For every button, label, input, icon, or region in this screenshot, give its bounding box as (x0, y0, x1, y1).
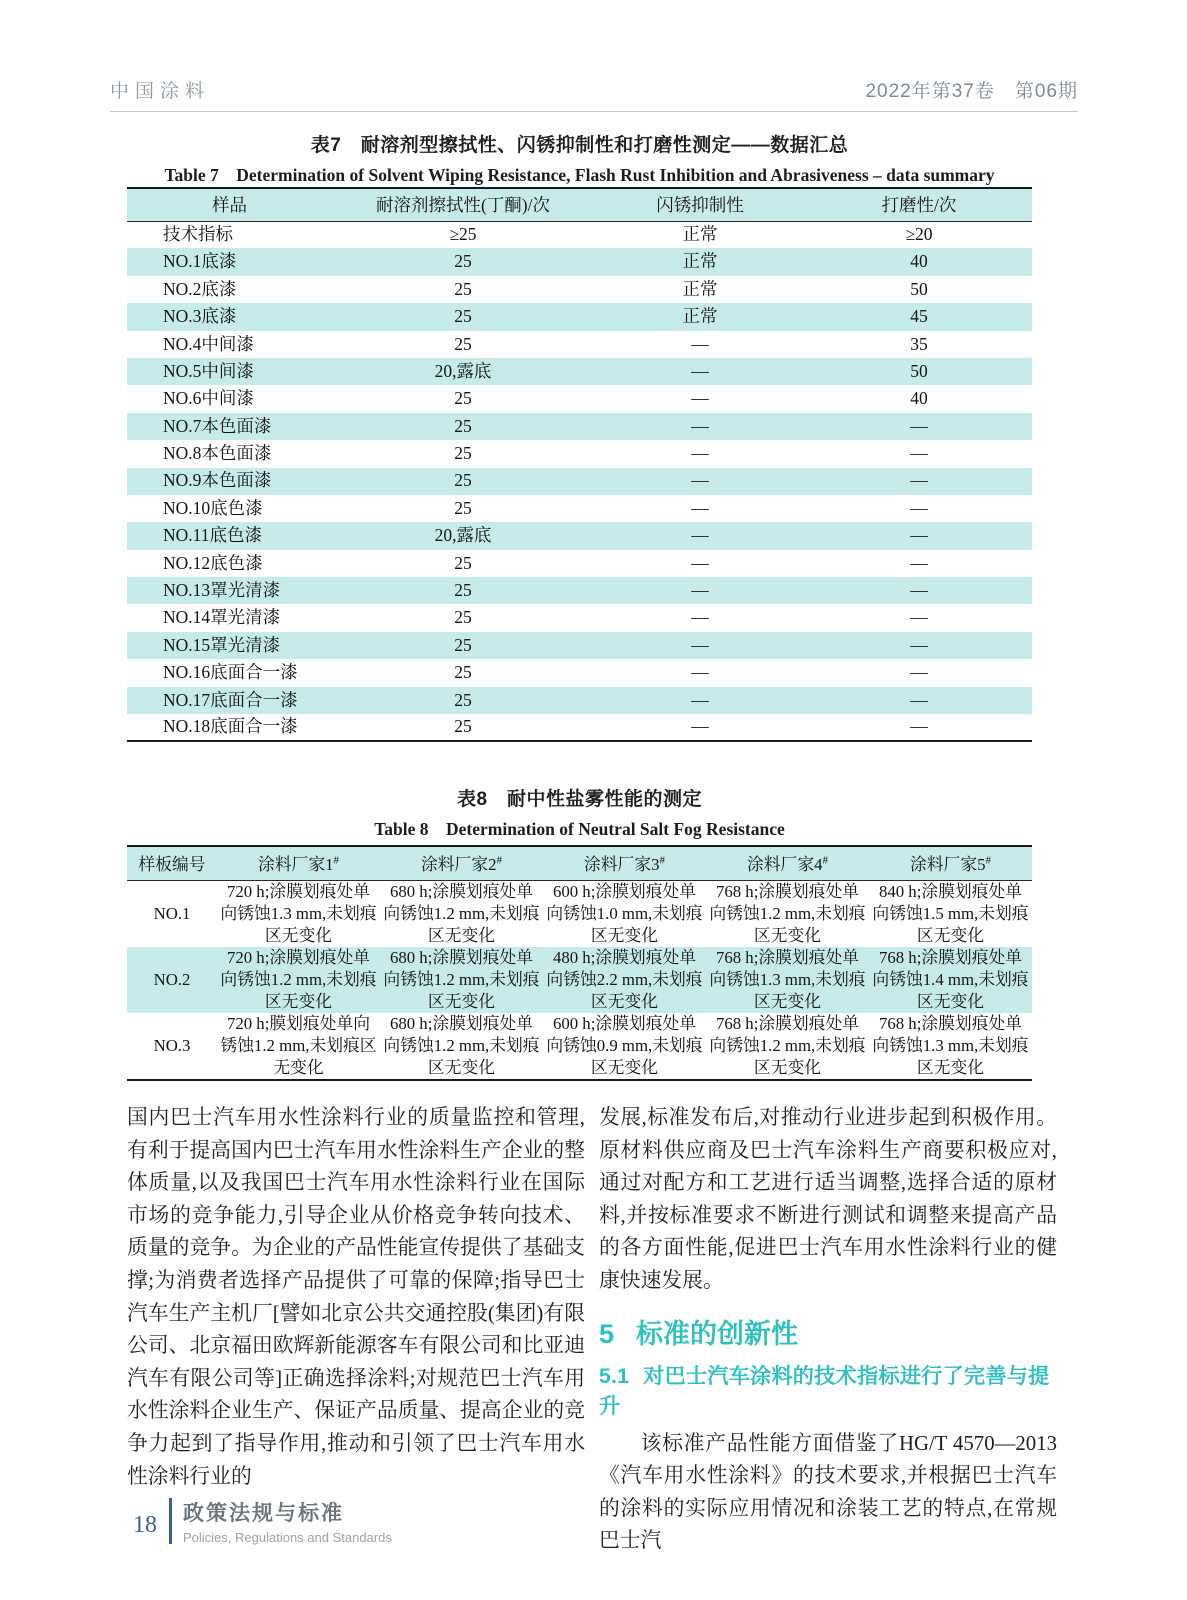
table8 (127, 845, 1032, 1081)
flash-rust-cell: — (691, 662, 709, 683)
abrasiveness-cell: — (910, 634, 928, 655)
solvent-wipe-cell: 25 (454, 580, 472, 601)
superscript-hash: # (822, 854, 829, 867)
table7-caption-zh: 表7 耐溶剂型擦拭性、闪锈抑制性和打磨性测定——数据汇总 (310, 135, 849, 156)
table8-caption (127, 784, 1032, 841)
salt-fog-result-cell: 840 h;涂膜划痕处单向锈蚀1.5 mm,未划痕区无变化 (872, 881, 1029, 945)
sample-name-cell: NO.14罩光清漆 (163, 607, 281, 628)
abrasiveness-cell: 40 (910, 388, 928, 409)
abrasiveness-cell: — (910, 716, 928, 737)
footer-section-zh: 政策法规与标准 (183, 1502, 344, 1525)
sample-name-cell: NO.2底漆 (163, 278, 237, 299)
table7-row (127, 495, 1032, 522)
sample-name-cell: NO.16底面合一漆 (163, 662, 298, 683)
flash-rust-cell: — (691, 388, 709, 409)
sample-name-cell: NO.13罩光清漆 (163, 580, 281, 601)
abrasiveness-cell: — (910, 497, 928, 518)
superscript-hash: # (496, 854, 503, 867)
running-head (110, 76, 1078, 112)
sample-name-cell: NO.11底色漆 (163, 525, 263, 546)
sample-name-cell: NO.5中间漆 (163, 360, 254, 381)
salt-fog-result-cell: 680 h;涂膜划痕处单向锈蚀1.2 mm,未划痕区无变化 (383, 1013, 540, 1077)
flash-rust-cell: — (691, 443, 709, 464)
table8-header-row (127, 846, 1032, 880)
table7 (127, 187, 1032, 742)
abrasiveness-cell: — (910, 689, 928, 710)
salt-fog-result-cell: 768 h;涂膜划痕处单向锈蚀1.4 mm,未划痕区无变化 (872, 947, 1029, 1011)
flash-rust-cell: — (691, 716, 709, 737)
solvent-wipe-cell: 25 (454, 333, 472, 354)
table7-row (127, 550, 1032, 577)
solvent-wipe-cell: 25 (454, 251, 472, 272)
table7-row (127, 632, 1032, 659)
solvent-wipe-cell: 25 (454, 388, 472, 409)
solvent-wipe-cell: 25 (454, 662, 472, 683)
footer-section-en: Policies, Regulations and Standards (183, 1530, 392, 1545)
table7-row (127, 248, 1032, 275)
sample-name-cell: NO.9本色面漆 (163, 470, 272, 491)
abrasiveness-cell: — (910, 607, 928, 628)
section-heading-5-1 (599, 1362, 1057, 1422)
salt-fog-result-cell: 600 h;涂膜划痕处单向锈蚀1.0 mm,未划痕区无变化 (546, 881, 703, 945)
sample-name-cell: NO.4中间漆 (163, 333, 254, 354)
table7-row (127, 276, 1032, 303)
abrasiveness-cell: 40 (910, 251, 928, 272)
flash-rust-cell: — (691, 607, 709, 628)
abrasiveness-cell: 50 (910, 278, 928, 299)
abrasiveness-cell: 35 (910, 333, 928, 354)
sample-name-cell: NO.3底漆 (163, 306, 237, 327)
col-header-sample: 样品 (127, 188, 332, 221)
sample-name-cell: 技术指标 (163, 224, 233, 245)
body-paragraph: 国内巴士汽车用水性涂料行业的质量监控和管理,有利于提高国内巴士汽车用水性涂料生产企业的整体质量,以及我国巴士汽车用水性涂料行业在国际市场的竞争能力,引导企业从价格竞争转向技术、质量的竞争。为企业的产品性能宣传提供了基础支撑;为消费者选择产品提供了可靠的保障;指导巴士汽车生产主机厂[譬如北京公共交通控股(集团)有限公司、北京福田欧辉新能源客车有限公司和比亚迪汽车有限公司等]正确选择涂料;对规范巴士汽车用水性涂料企业生产、保证产品质量、提高企业的竞争力起到了指导作用,推动和引领了巴士汽车用水性涂料行业的 (127, 1106, 585, 1488)
journal-name: 中国涂料 (110, 81, 211, 102)
col-header-manufacturer-3 (543, 846, 706, 880)
panel-no-cell: NO.3 (153, 1035, 191, 1055)
table7-row (127, 440, 1032, 467)
solvent-wipe-cell: 25 (454, 689, 472, 710)
salt-fog-result-cell: 768 h;涂膜划痕处单向锈蚀1.2 mm,未划痕区无变化 (709, 881, 866, 945)
solvent-wipe-cell: 25 (454, 607, 472, 628)
abrasiveness-cell: — (910, 525, 928, 546)
section-title: 标准的创新性 (636, 1318, 799, 1349)
solvent-wipe-cell: ≥25 (449, 224, 477, 245)
table7-row (127, 604, 1032, 631)
solvent-wipe-cell: 25 (454, 470, 472, 491)
abrasiveness-cell: — (910, 552, 928, 573)
sample-name-cell: NO.12底色漆 (163, 552, 263, 573)
table8-row (127, 880, 1032, 947)
page-number: 18 (133, 1512, 157, 1538)
section-number: 5 (599, 1318, 615, 1349)
salt-fog-result-cell: 720 h;涂膜划痕处单向锈蚀1.3 mm,未划痕区无变化 (220, 881, 377, 945)
abrasiveness-cell: ≥20 (905, 224, 933, 245)
flash-rust-cell: — (691, 360, 709, 381)
table7-row (127, 468, 1032, 495)
table7-row (127, 331, 1032, 358)
sample-name-cell: NO.18底面合一漆 (163, 716, 298, 737)
solvent-wipe-cell: 25 (454, 552, 472, 573)
flash-rust-cell: — (691, 689, 709, 710)
sample-name-cell: NO.1底漆 (163, 251, 237, 272)
abrasiveness-cell: 45 (910, 306, 928, 327)
col-header-text: 涂料厂家4 (746, 855, 823, 875)
table8-caption-zh: 表8 耐中性盐雾性能的测定 (456, 789, 703, 810)
table7-row (127, 358, 1032, 385)
solvent-wipe-cell: 20,露底 (434, 360, 492, 381)
salt-fog-result-cell: 720 h;膜划痕处单向锈蚀1.2 mm,未划痕区无变化 (220, 1013, 377, 1077)
salt-fog-result-cell: 680 h;涂膜划痕处单向锈蚀1.2 mm,未划痕区无变化 (383, 881, 540, 945)
body-paragraph: 该标准产品性能方面借鉴了HG/T 4570—2013《汽车用水性涂料》的技术要求,并根据巴士汽车的涂料的实际应用情况和涂装工艺的特点,在常规巴士汽 (599, 1431, 1057, 1553)
body-column-left (127, 1102, 585, 1493)
table7-row (127, 413, 1032, 440)
section-heading-5 (599, 1316, 1057, 1352)
body-column-right (599, 1102, 1057, 1558)
col-header-panel-no (127, 846, 217, 880)
superscript-hash: # (659, 854, 666, 867)
col-header-text: 涂料厂家1 (257, 855, 334, 875)
sample-name-cell: NO.6中间漆 (163, 388, 254, 409)
flash-rust-cell: — (691, 552, 709, 573)
solvent-wipe-cell: 25 (454, 716, 472, 737)
table8-row (127, 947, 1032, 1013)
salt-fog-result-cell: 600 h;涂膜划痕处单向锈蚀0.9 mm,未划痕区无变化 (546, 1013, 703, 1077)
col-header-manufacturer-2 (380, 846, 543, 880)
body-paragraph: 发展,标准发布后,对推动行业进步起到积极作用。原材料供应商及巴士汽车涂料生产商要积极应对,通过对配方和工艺进行适当调整,选择合适的原材料,并按标准要求不断进行测试和调整来提高产品的各方面性能,促进巴士汽车用水性涂料行业的健康快速发展。 (599, 1106, 1057, 1292)
salt-fog-result-cell: 680 h;涂膜划痕处单向锈蚀1.2 mm,未划痕区无变化 (383, 947, 540, 1011)
abrasiveness-cell: — (910, 443, 928, 464)
solvent-wipe-cell: 25 (454, 634, 472, 655)
abrasiveness-cell: — (910, 415, 928, 436)
page-footer (133, 1497, 392, 1545)
col-header-text: 涂料厂家5 (909, 855, 986, 875)
sample-name-cell: NO.8本色面漆 (163, 443, 272, 464)
col-header-manufacturer-4 (706, 846, 869, 880)
table8-row (127, 1013, 1032, 1080)
table7-row (127, 385, 1032, 412)
table8-caption-en: Table 8 Determination of Neutral Salt Fog Resistance (374, 819, 785, 839)
table7-row (127, 577, 1032, 604)
col-header-text: 样板编号 (138, 855, 206, 875)
salt-fog-result-cell: 768 h;涂膜划痕处单向锈蚀1.3 mm,未划痕区无变化 (872, 1013, 1029, 1077)
subsection-title: 对巴士汽车涂料的技术指标进行了完善与提升 (599, 1364, 1050, 1418)
flash-rust-cell: 正常 (682, 278, 718, 299)
col-header-text: 涂料厂家2 (420, 855, 497, 875)
flash-rust-cell: — (691, 470, 709, 491)
flash-rust-cell: 正常 (682, 306, 718, 327)
table7-row (127, 659, 1032, 686)
footer-divider (169, 1498, 172, 1544)
solvent-wipe-cell: 20,露底 (434, 525, 492, 546)
table7-row (127, 714, 1032, 741)
col-header-abrasiveness: 打磨性/次 (806, 188, 1032, 221)
sample-name-cell: NO.17底面合一漆 (163, 689, 298, 710)
sample-name-cell: NO.7本色面漆 (163, 415, 272, 436)
solvent-wipe-cell: 25 (454, 443, 472, 464)
flash-rust-cell: — (691, 525, 709, 546)
abrasiveness-cell: — (910, 470, 928, 491)
flash-rust-cell: — (691, 634, 709, 655)
abrasiveness-cell: — (910, 662, 928, 683)
superscript-hash: # (333, 854, 340, 867)
abrasiveness-cell: 50 (910, 360, 928, 381)
col-header-text: 涂料厂家3 (583, 855, 660, 875)
solvent-wipe-cell: 25 (454, 415, 472, 436)
col-header-manufacturer-1 (217, 846, 380, 880)
table7-header-row (127, 188, 1032, 221)
flash-rust-cell: — (691, 415, 709, 436)
abrasiveness-cell: — (910, 580, 928, 601)
table7-row (127, 522, 1032, 549)
flash-rust-cell: — (691, 580, 709, 601)
flash-rust-cell: — (691, 497, 709, 518)
solvent-wipe-cell: 25 (454, 278, 472, 299)
salt-fog-result-cell: 480 h;涂膜划痕处单向锈蚀2.2 mm,未划痕区无变化 (546, 947, 703, 1011)
salt-fog-result-cell: 768 h;涂膜划痕处单向锈蚀1.2 mm,未划痕区无变化 (709, 1013, 866, 1077)
issue-info: 2022年第37卷 第06期 (865, 81, 1078, 102)
col-header-flash-rust: 闪锈抑制性 (594, 188, 806, 221)
sample-name-cell: NO.15罩光清漆 (163, 634, 281, 655)
panel-no-cell: NO.1 (153, 903, 191, 923)
salt-fog-result-cell: 720 h;涂膜划痕处单向锈蚀1.2 mm,未划痕区无变化 (220, 947, 377, 1011)
superscript-hash: # (985, 854, 992, 867)
table7-row (127, 687, 1032, 714)
col-header-solvent-wipe: 耐溶剂擦拭性(丁酮)/次 (332, 188, 594, 221)
footer-section (183, 1497, 392, 1545)
sample-name-cell: NO.10底色漆 (163, 497, 263, 518)
flash-rust-cell: 正常 (682, 224, 718, 245)
table7-row (127, 221, 1032, 248)
solvent-wipe-cell: 25 (454, 306, 472, 327)
table7-caption (127, 130, 1032, 187)
table7-row (127, 303, 1032, 330)
subsection-number: 5.1 (599, 1364, 630, 1388)
flash-rust-cell: — (691, 333, 709, 354)
table7-caption-en: Table 7 Determination of Solvent Wiping Resistance, Flash Rust Inhibition and Abrasiveness – data summary (164, 165, 995, 185)
salt-fog-result-cell: 768 h;涂膜划痕处单向锈蚀1.3 mm,未划痕区无变化 (709, 947, 866, 1011)
flash-rust-cell: 正常 (682, 251, 718, 272)
panel-no-cell: NO.2 (153, 969, 191, 989)
col-header-manufacturer-5 (869, 846, 1032, 880)
solvent-wipe-cell: 25 (454, 497, 472, 518)
